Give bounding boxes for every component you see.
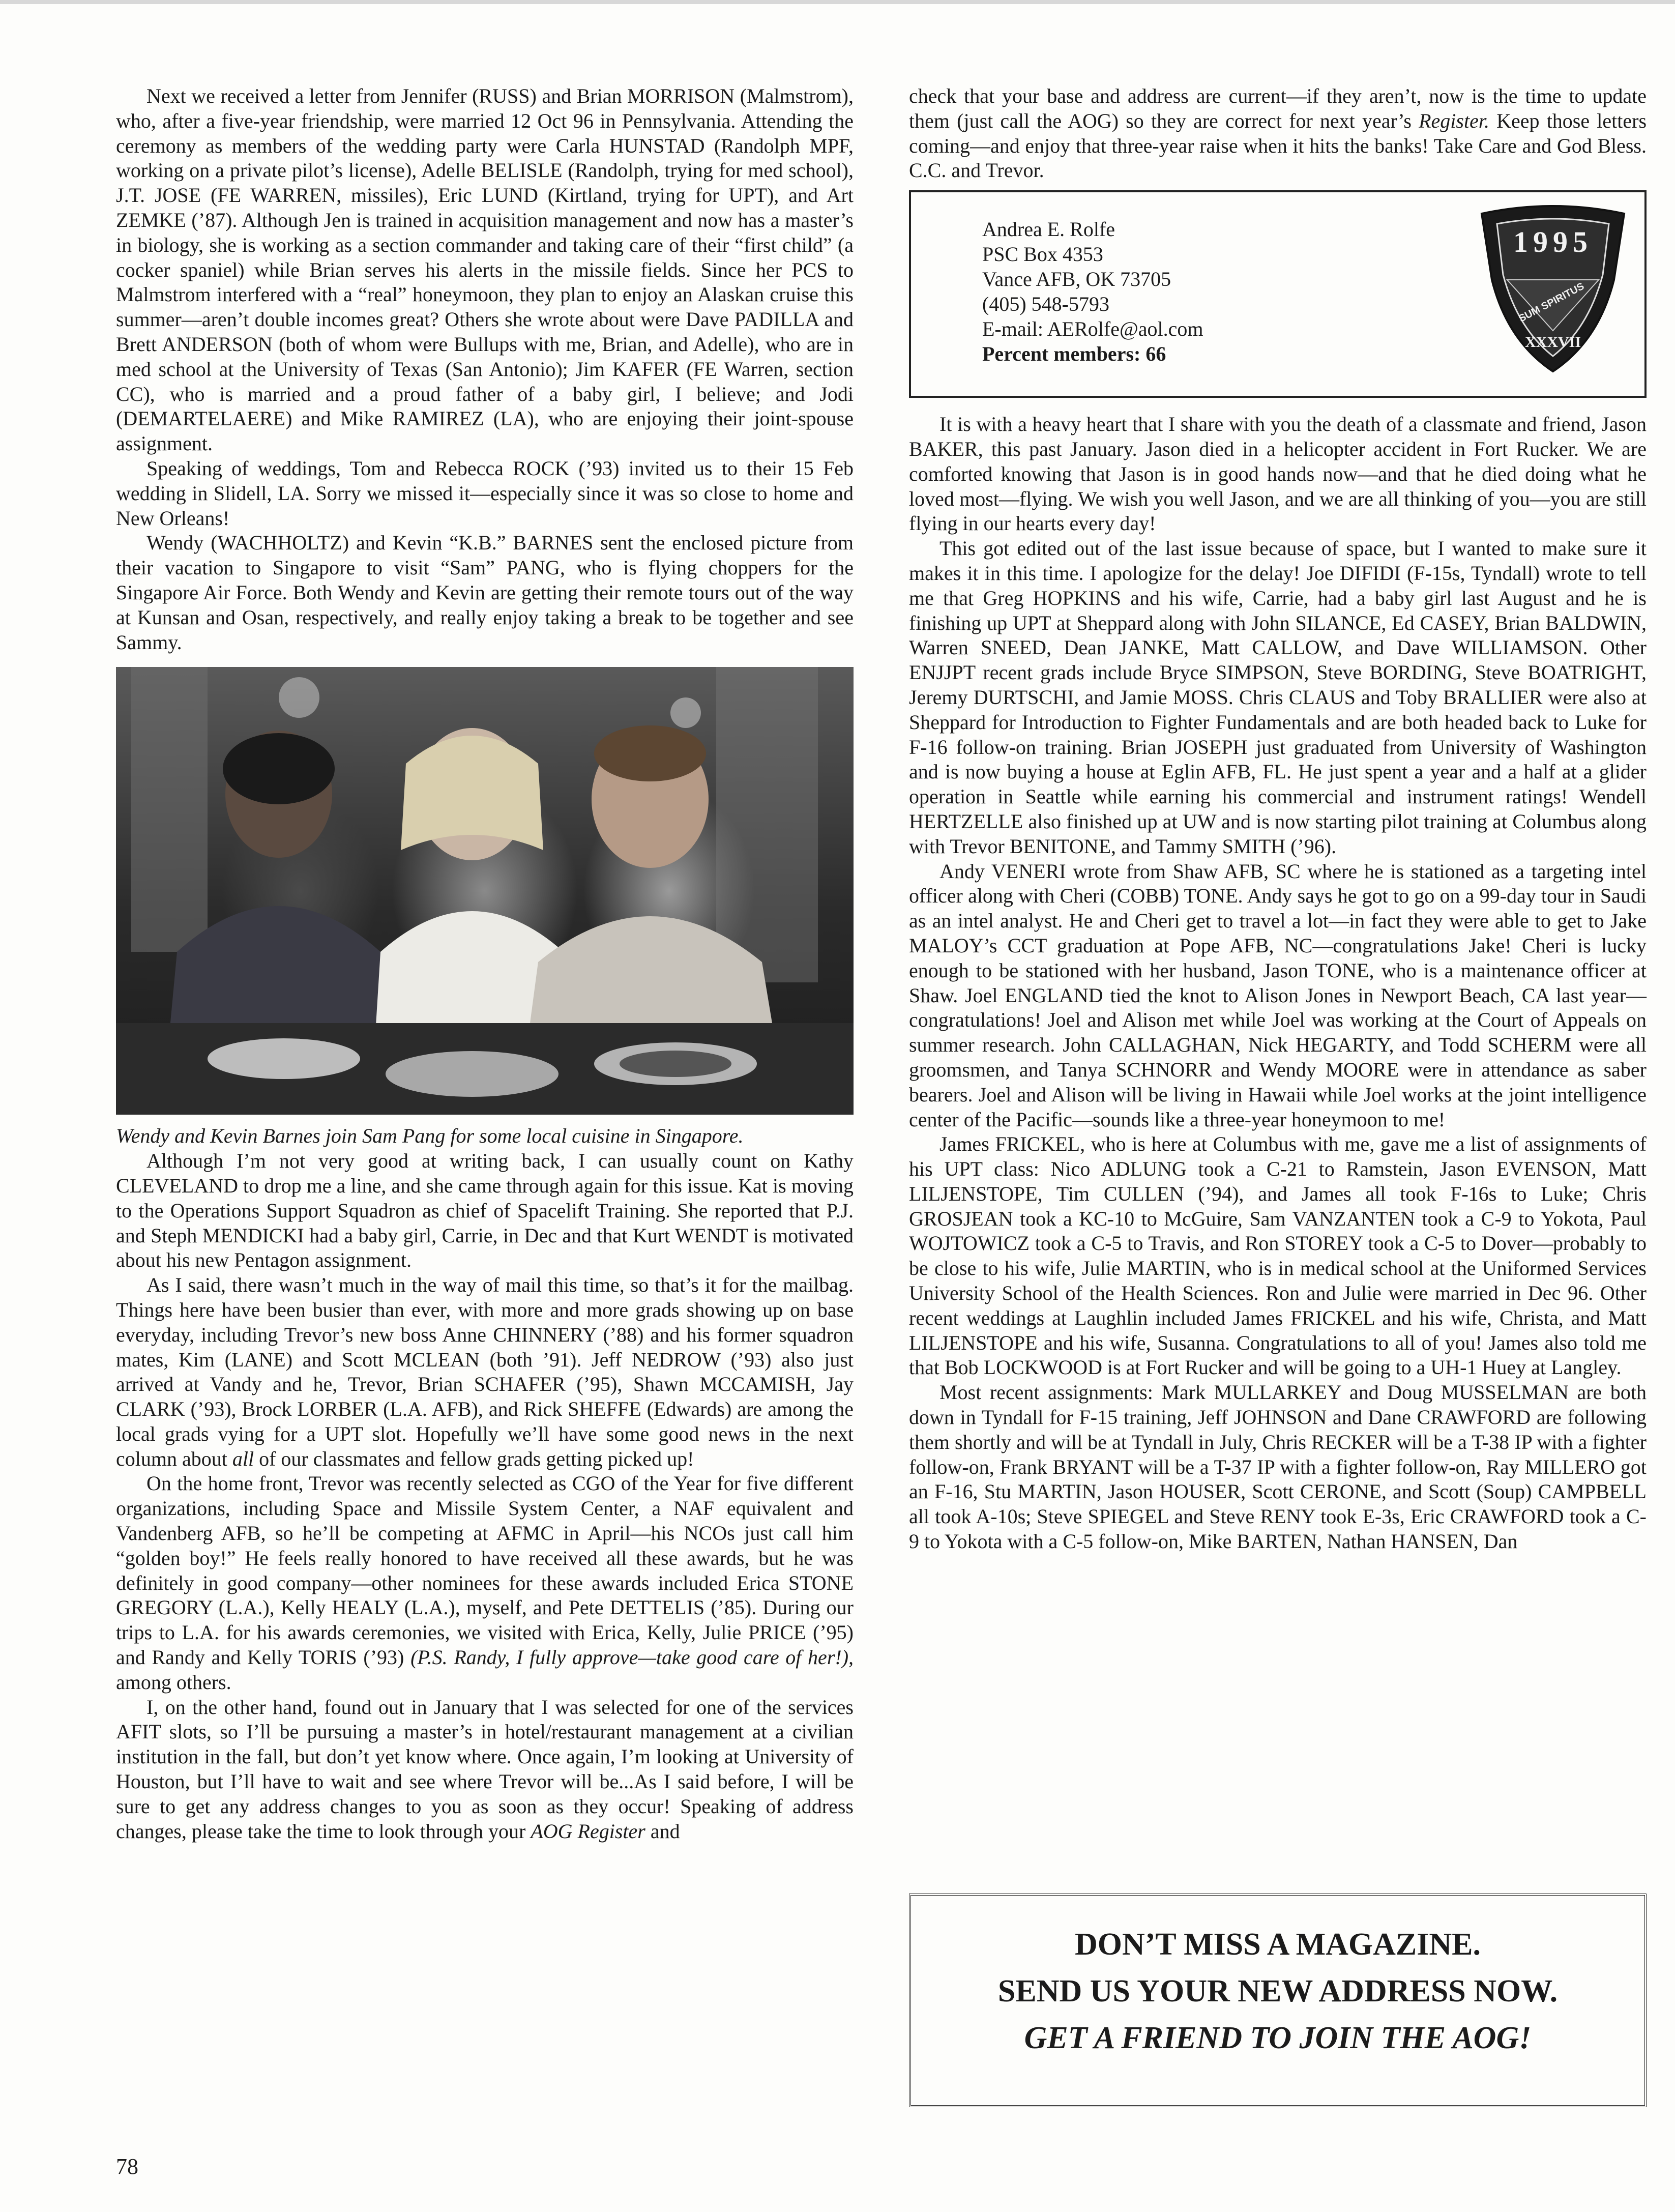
photo-singapore (116, 667, 854, 1115)
notice-line-2: SEND US YOUR NEW ADDRESS NOW. (997, 1974, 1558, 2009)
scribe-name: Andrea E. Rolfe (982, 218, 1115, 241)
percent-members: Percent members: 66 (982, 342, 1166, 366)
paragraph: This got edited out of the last issue because of space, but I wanted to make sure it makes it in this time. I apologize for the delay! Joe DIFIDI (F-15s, Tyndall) wrote to tell me that Greg HOPKINS and his wife, Carrie, had a baby girl last August and he is finishing up UPT at Sheppard along with John SILANCE, Ed CASEY, Brian BALDWIN, Warren SNEED, Dean JANKE, Matt CALLOW, and Dave WILLIAMSON. Other ENJJPT recent grads include Bryce SIMPSON, Steve BORDING, Steve BOATRIGHT, Jeremy DURTSCHI, and Jamie MOSS. Chris CLAUS and Toby BRALLIER were also at Sheppard for Introduction to Fighter Fundamentals and are both headed back to Luke for F-16 follow-on training. Brian JOSEPH just graduated from University of Washington and is now buying a house at Eglin AFB, FL. He just spent a year and a half at a glider operation in Seattle while earning his commercial and instrument ratings! Wendell HERTZELLE also finished up at UW and is now starting pilot training at Columbus along with Trevor BENITONE, and Tammy SMITH (’96). (909, 537, 1647, 858)
scribe-box: PSC Box 4353 (982, 243, 1103, 266)
paragraph: Although I’m not very good at writing back, I can usually count on Kathy CLEVELAND to drop me a line, and she came through again for this issue. Kat is moving to the Operations Support Squadron as chief of Spacelift Training. She reported that P.J. and Steph MENDICKI had a baby girl, Carrie, in Dec and that Kurt WENDT is motivated about his new Pentagon assignment. (116, 1149, 854, 1272)
paragraph: It is with a heavy heart that I share with you the death of a classmate and friend, Jason BAKER, this past January. Jason died in a helicopter accident in Fort Rucker. We are comforted knowing that Jason is in good hands now—and that he died doing what he loved most—flying. We wish you well Jason, and we are all thinking of you—you are still flying in our hearts every day! (909, 413, 1647, 535)
paragraph: Next we received a letter from Jennifer (RUSS) and Brian MORRISON (Malmstrom), who, after a five-year friendship, were married 12 Oct 96 in Pennsylvania. Attending the ceremony as members of the wedding party were Carla HUNSTAD (Randolph MPF, working on a private pilot’s license), Adelle BELISLE (Randolph, trying for med school), J.T. JOSE (FE WARREN, missiles), Eric LUND (Kirtland, trying for UPT), and Art ZEMKE (’87). Although Jen is trained in acquisition management and now has a master’s in biology, she is working as a section commander and taking care of their “first child” (a cocker spaniel) while Brian serves his alerts in the missile fields. Since her PCS to Malmstrom interfered with a “real” honeymoon, they plan to enjoy an Alaskan cruise this summer—aren’t double incomes great? Others she wrote about were Dave PADILLA and Brett ANDERSON (both of whom were Bullups with me, Brian, and Adelle), who are in med school at the University of Texas (San Antonio); Jim KAFER (FE Warren, section CC), who is married and a proud father of a baby girl, I believe; and Jodi (DEMARTELAERE) and Mike RAMIREZ (LA), who are enjoying their joint-spouse assignment. (116, 84, 854, 455)
svg-text:1995: 1995 (1513, 225, 1593, 259)
paragraph: check that your base and address are current—if they aren’t, now is the time to update them (just call the AOG) so they are correct for next year’s Register. Keep those letters coming—and enjoy that three-year raise when it hits the banks! Take Care and God Bless. C.C. and Trevor. (909, 84, 1647, 182)
paragraph: Speaking of weddings, Tom and Rebecca ROCK (’93) invited us to their 15 Feb wedding in Slidell, LA. Sorry we missed it—especially since it was so close to home and New Orleans! (116, 456, 854, 530)
right-column (909, 84, 1647, 1554)
scribe-email[interactable]: E-mail: AERolfe@aol.com (982, 317, 1203, 341)
paragraph: James FRICKEL, who is here at Columbus with me, gave me a list of assignments of his UPT class: Nico ADLUNG took a C-21 to Ramstein, Jason EVENSON, Matt LILJENSTOPE, Tim CULLEN (’94), and James all took F-16s to Luke; Chris GROSJEAN took a KC-10 to McGuire, Sam VANZANTEN took a C-9 to Yokota, Paul WOJTOWICZ took a C-5 to Travis, and Ron STOREY took a C-5 to Dover—probably to be close to his wife, Julie MARTIN, who is in medical school at the Uniformed Services University School of the Health Sciences. Ron and Julie were married in Dec 96. Other recent weddings at Laughlin included James FRICKEL and his wife, Christa, and Matt LILJENSTOPE and his wife, Susanna. Congratulations to all of you! James also told me that Bob LOCKWOOD is at Fort Rucker and will be going to a UH-1 Huey at Langley. (909, 1132, 1647, 1379)
photo-illustration (116, 667, 854, 1115)
photo-caption: Wendy and Kevin Barnes join Sam Pang for some local cuisine in Singapore. (116, 1124, 744, 1148)
paragraph: Wendy (WACHHOLTZ) and Kevin “K.B.” BARNES sent the enclosed picture from their vacation to Singapore to visit “Sam” PANG, who is flying choppers for the Singapore Air Force. Both Wendy and Kevin are getting their remote tours out of the way at Kunsan and Osan, respectively, and really enjoy taking a break to be together and see Sammy. (116, 531, 854, 654)
paragraph: Andy VENERI wrote from Shaw AFB, SC where he is stationed as a targeting intel officer along with Cheri (COBB) TONE. Andy says he got to go on a 99-day tour in Saudi as an intel analyst. He and Cheri get to travel a lot—in fact they were able to get to Jake MALOY’s CCT graduation at Pope AFB, NC—congratulations Jake! Cheri is lucky enough to be stationed with her husband, Jason TONE, who is a maintenance officer at Shaw. Joel ENGLAND tied the knot to Alison Jones in Newport Beach, CA last year—congratulations! Joel and Alison met while Joel was working at the Court of Appeals on summer research. John CALLAGHAN, Nick HEGARTY, and Todd SCHERM were all groomsmen, and Tanya SCHNORR and Wendy MOORE were in attendance as saber bearers. Joel and Alison will be living in Hawaii while Joel works at the joint intelligence center of the Pacific—sounds like a three-year honeymoon to me! (909, 859, 1647, 1131)
left-column (116, 84, 854, 1844)
notice-line-1: DON’T MISS A MAGAZINE. (1074, 1927, 1481, 1962)
scribe-phone: (405) 548-5793 (982, 293, 1109, 316)
address-notice-box (909, 1894, 1647, 2107)
notice-line-3: GET A FRIEND TO JOIN THE AOG! (1024, 2021, 1532, 2055)
page-number: 78 (116, 2154, 138, 2179)
scribe-contact (982, 217, 1203, 366)
svg-text:XXXVII: XXXVII (1524, 334, 1581, 351)
class-scribe-box (909, 190, 1647, 398)
top-rule (0, 0, 1675, 4)
svg-text:SUM SPIRITUS: SUM SPIRITUS (1517, 280, 1586, 325)
scribe-city: Vance AFB, OK 73705 (982, 268, 1171, 291)
class-crest-icon (1477, 203, 1629, 376)
paragraph: Most recent assignments: Mark MULLARKEY and Doug MUSSELMAN are both down in Tyndall for F-15 training, Jeff JOHNSON and Dane CRAWFORD are following them shortly and will be at Tyndall in July, Chris RECKER will be a T-38 IP with a fighter follow-on, Frank BRYANT will be a T-37 IP with a fighter follow-on, Ray MILLERO got an F-16, Stu MARTIN, Jason HOUSER, Scott CERONE, and Scott (Soup) CAMPBELL all took A-10s; Steve SPIEGEL and Steve RENY took E-3s, Eric CRAWFORD took a C-9 to Yokota with a C-5 follow-on, Mike BARTEN, Nathan HANSEN, Dan (909, 1381, 1647, 1553)
paragraph: As I said, there wasn’t much in the way of mail this time, so that’s it for the mailbag. Things here have been busier than ever, with more and more grads showing up on base everyday, including Trevor’s new boss Anne CHINNERY (’88) and his former squadron mates, Kim (LANE) and Scott MCLEAN (both ’91). Jeff NEDROW (’93) also just arrived at Vandy and he, Trevor, Brian SCHAFER (’95), Shawn MCCAMISH, Jay CLARK (’93), Brock LORBER (L.A. AFB), and Rick SHEFFE (Edwards) are among the local grads vying for a UPT slot. Hopefully we’ll have some good news in the next column about all of our classmates and fellow grads getting picked up! (116, 1273, 854, 1470)
paragraph: On the home front, Trevor was recently selected as CGO of the Year for five different organizations, including Space and Missile System Center, a NAF equivalent and Vandenberg AFB, so he’ll be competing at AFMC in April—his NCOs just call him “golden boy!” He feels really honored to have received all these awards, but he was definitely in good company—other nominees for these awards included Erica STONE GREGORY (L.A.), Kelly HEALY (L.A.), myself, and Pete DETTELIS (’85). During our trips to L.A. for his awards ceremonies, we visited with Erica, Kelly, Julie PRICE (’95) and Randy and Kelly TORIS (’93) (P.S. Randy, I fully approve—take good care of her!), among others. (116, 1472, 854, 1694)
paragraph: I, on the other hand, found out in January that I was selected for one of the services AFIT slots, so I’ll be pursuing a master’s in hotel/restaurant management at a civilian institution in the fall, but don’t yet know where. Once again, I’m looking at University of Houston, but I’ll have to wait and see where Trevor will be...As I said before, I will be sure to get any address changes to you as soon as they occur! Speaking of address changes, please take the time to look through your AOG Register and (116, 1695, 854, 1843)
